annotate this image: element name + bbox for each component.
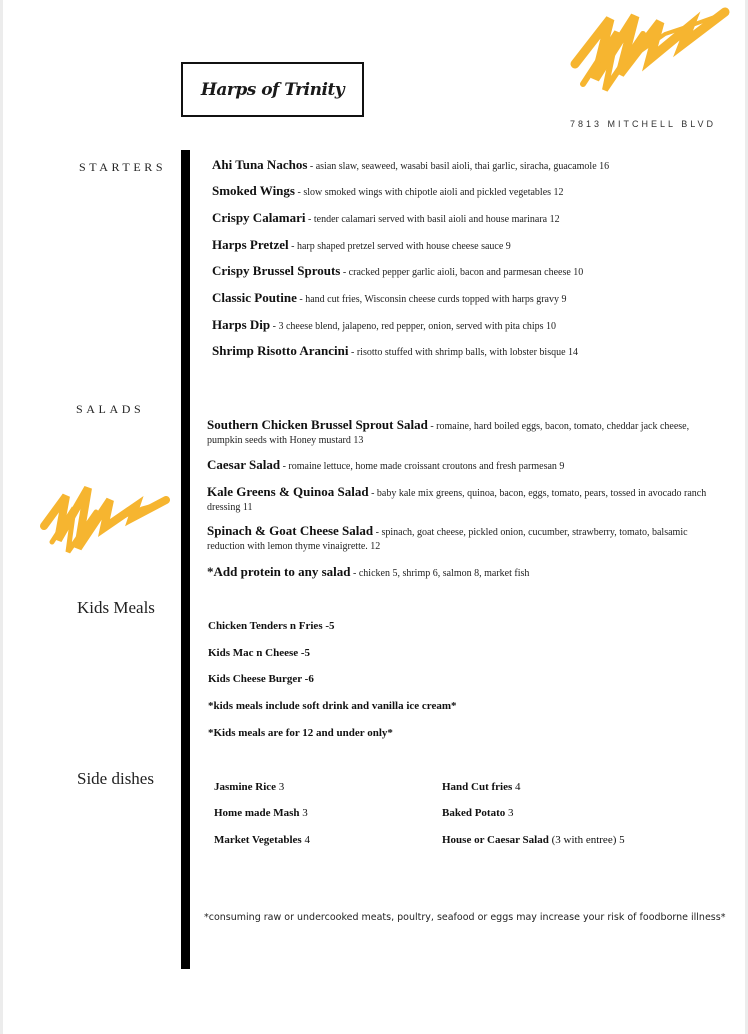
side-price: 3: [276, 781, 285, 793]
item-name: Kale Greens & Quinoa Salad: [207, 484, 369, 499]
item-desc: - hand cut fries, Wisconsin cheese curds topped with harps gravy 9: [296, 294, 567, 305]
item-desc: - harp shaped pretzel served with house cheese sauce 9: [288, 241, 511, 252]
kids-note: *kids meals include soft drink and vanilla ice cream*: [208, 700, 457, 712]
side-price: (3 with entree) 5: [548, 834, 625, 846]
food-safety-disclaimer: *consuming raw or undercooked meats, poultry, seafood or eggs may increase your risk of foodborne illness*: [204, 912, 726, 923]
item-name: Ahi Tuna Nachos: [212, 157, 308, 172]
starter-item: [212, 238, 511, 253]
item-desc: - romaine lettuce, home made croissant croutons and fresh parmesan 9: [280, 461, 565, 472]
side-name: House or Caesar Salad: [442, 834, 549, 846]
kids-item: Kids Mac n Cheese -5: [208, 647, 311, 659]
salad-item: [207, 458, 707, 474]
starter-item: [212, 264, 583, 279]
item-name: Southern Chicken Brussel Sprout Salad: [207, 417, 428, 432]
starter-item: [212, 211, 560, 226]
side-name: Jasmine Rice: [214, 781, 277, 793]
section-heading-kids: Kids Meals: [77, 598, 155, 617]
logo-text: Harps of Trinity: [200, 79, 345, 100]
kids-note: *Kids meals are for 12 and under only*: [208, 727, 393, 739]
item-desc: - risotto stuffed with shrimp balls, with lobster bisque 14: [348, 347, 579, 358]
item-desc: - 3 cheese blend, jalapeno, red pepper, onion, served with pita chips 10: [270, 321, 557, 332]
starter-item: [212, 158, 609, 173]
side-brush-stroke: [38, 478, 170, 560]
item-desc: - slow smoked wings with chipotle aioli and pickled vegetables 12: [294, 187, 564, 198]
item-name: Harps Dip: [212, 317, 271, 332]
side-item: [214, 834, 310, 846]
side-item: [214, 781, 284, 793]
salad-item: [207, 418, 707, 448]
item-desc: - cracked pepper garlic aioli, bacon and parmesan cheese 10: [340, 267, 584, 278]
side-name: Baked Potato: [442, 807, 506, 819]
item-desc: - romaine, hard boiled eggs, bacon, tomato, cheddar jack cheese, pumpkin seeds with Honey mustard 13: [207, 421, 690, 446]
side-name: Market Vegetables: [214, 834, 302, 846]
section-heading-starters: STARTERS: [79, 160, 167, 174]
item-name: Harps Pretzel: [212, 237, 289, 252]
item-name: Crispy Calamari: [212, 210, 306, 225]
side-name: Hand Cut fries: [442, 781, 513, 793]
top-brush-stroke: [565, 4, 730, 94]
side-name: Home made Mash: [214, 807, 300, 819]
item-desc: - tender calamari served with basil aioli and house marinara 12: [305, 214, 560, 225]
side-price: 4: [512, 781, 521, 793]
starter-item: [212, 291, 567, 306]
kids-item: Kids Cheese Burger -6: [208, 673, 314, 685]
side-price: 3: [299, 807, 308, 819]
item-name: Shrimp Risotto Arancini: [212, 343, 349, 358]
page-left-edge: [0, 0, 3, 1034]
item-desc: - chicken 5, shrimp 6, salmon 8, market fish: [350, 568, 530, 579]
address: 7813 MITCHELL BLVD: [570, 119, 717, 129]
item-name: Smoked Wings: [212, 183, 295, 198]
side-item: [442, 781, 521, 793]
item-desc: - spinach, goat cheese, pickled onion, cucumber, strawberry, tomato, balsamic reduction with lemon thyme vinaigrette. 12: [207, 527, 688, 552]
side-price: 3: [505, 807, 514, 819]
starter-item: [212, 344, 578, 359]
item-name: Classic Poutine: [212, 290, 297, 305]
item-name: Crispy Brussel Sprouts: [212, 263, 341, 278]
section-heading-salads: SALADS: [76, 402, 145, 416]
side-item: [214, 807, 308, 819]
item-desc: - baby kale mix greens, quinoa, bacon, eggs, tomato, pears, tossed in avocado ranch dressing 11: [207, 488, 707, 513]
starter-item: [212, 184, 564, 199]
side-item: [442, 807, 514, 819]
section-heading-sides: Side dishes: [77, 769, 154, 788]
starter-item: [212, 318, 556, 333]
item-desc: - asian slaw, seaweed, wasabi basil aioli, thai garlic, siracha, guacamole 16: [307, 161, 610, 172]
salad-item: [207, 565, 707, 581]
item-name: *Add protein to any salad: [207, 564, 351, 579]
salad-item: [207, 485, 707, 515]
logo: [181, 62, 364, 117]
side-item: [442, 834, 625, 846]
salad-item: [207, 524, 707, 554]
side-price: 4: [301, 834, 310, 846]
kids-item: Chicken Tenders n Fries -5: [208, 620, 335, 632]
item-name: Caesar Salad: [207, 457, 281, 472]
item-name: Spinach & Goat Cheese Salad: [207, 523, 374, 538]
vertical-divider-bar: [181, 150, 190, 969]
